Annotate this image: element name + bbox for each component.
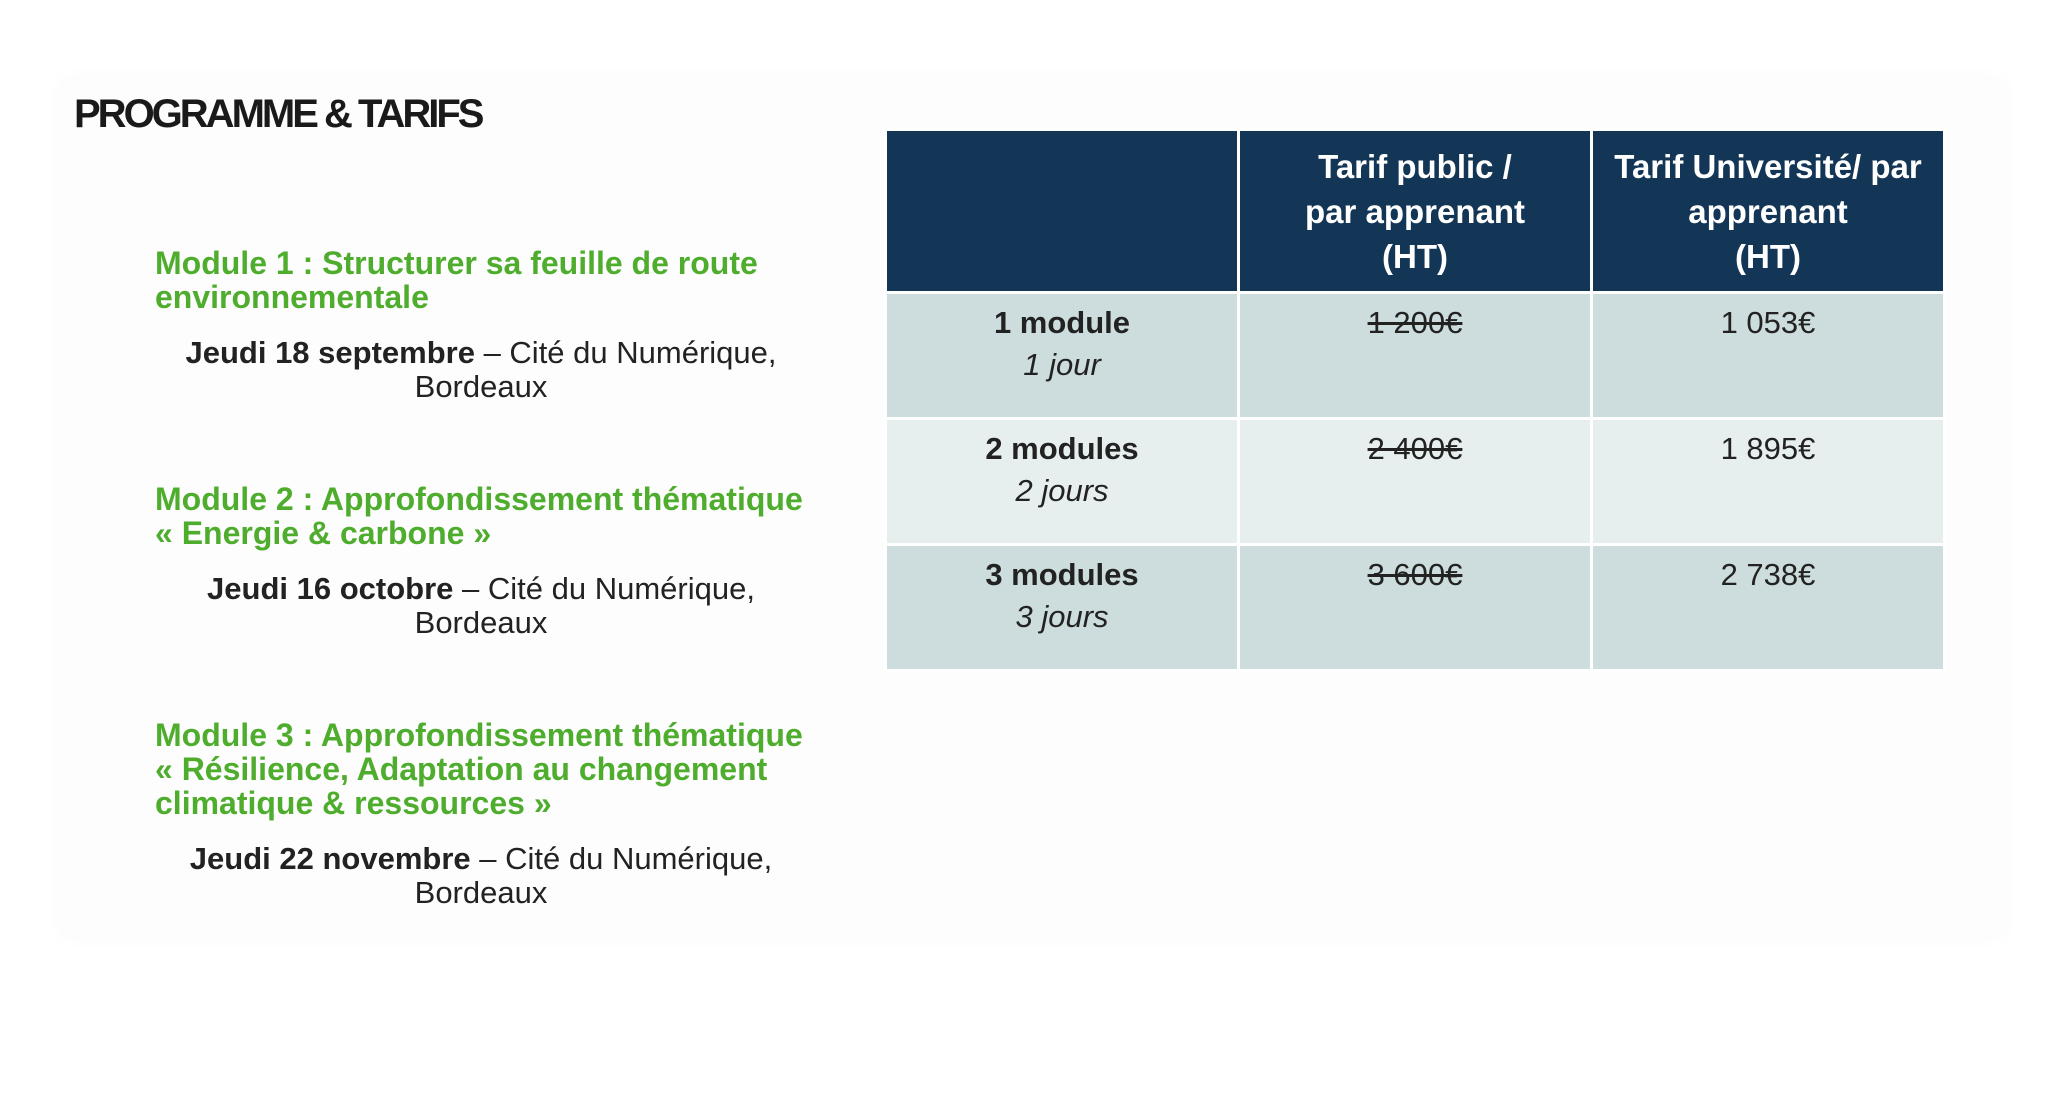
- date-separator: –: [453, 571, 488, 606]
- header-line: Tarif Université/ par: [1614, 147, 1922, 185]
- public-price-cell: [1239, 545, 1592, 671]
- table-row: [886, 419, 1945, 545]
- university-price: 2 738€: [1720, 557, 1816, 592]
- header-line: (HT): [1382, 237, 1448, 275]
- module-2-title: [155, 482, 815, 550]
- module-1-title: [155, 246, 815, 314]
- module-location: Cité du Numérique,: [505, 841, 773, 876]
- module-location-city: Bordeaux: [414, 369, 548, 404]
- module-location-city: Bordeaux: [414, 605, 548, 640]
- module-2-date-location: [155, 572, 807, 640]
- module-date: Jeudi 22 novembre: [189, 841, 471, 876]
- page-title: PROGRAMME & TARIFS: [74, 92, 482, 136]
- module-3-title: [155, 718, 815, 820]
- module-date: Jeudi 18 septembre: [185, 335, 475, 370]
- date-separator: –: [474, 335, 510, 370]
- header-public-price: [1239, 130, 1592, 293]
- public-price-cell: [1239, 419, 1592, 545]
- module-location: Cité du Numérique,: [509, 335, 777, 370]
- table-row: [886, 545, 1945, 671]
- module-title-line: environnementale: [155, 279, 429, 315]
- row-label-cell: [886, 419, 1239, 545]
- university-price-cell: [1592, 419, 1945, 545]
- university-price: 1 053€: [1720, 305, 1816, 340]
- university-price: 1 895€: [1720, 431, 1816, 466]
- header-empty-cell: [886, 130, 1239, 293]
- module-2: [155, 482, 815, 640]
- row-label-cell: [886, 545, 1239, 671]
- date-separator: –: [470, 841, 506, 876]
- module-location: Cité du Numérique,: [487, 571, 755, 606]
- pricing-table-header-row: [886, 130, 1945, 293]
- module-location-city: Bordeaux: [414, 875, 548, 910]
- public-price-struck: 1 200€: [1367, 305, 1463, 340]
- university-price-cell: [1592, 545, 1945, 671]
- module-title-line: Module 1 : Structurer sa feuille de route: [155, 245, 758, 281]
- module-title-line: Module 2 : Approfondissement thématique: [155, 481, 803, 517]
- header-line: par apprenant: [1304, 192, 1526, 230]
- university-price-cell: [1592, 293, 1945, 419]
- public-price-cell: [1239, 293, 1592, 419]
- module-1: [155, 246, 815, 404]
- table-row: [886, 293, 1945, 419]
- row-days: 3 jours: [1015, 599, 1109, 634]
- row-modules: 3 modules: [985, 557, 1139, 592]
- module-date: Jeudi 16 octobre: [207, 571, 454, 606]
- module-title-line: Module 3 : Approfondissement thématique: [155, 717, 803, 753]
- module-title-line: climatique & ressources »: [155, 785, 552, 821]
- header-line: apprenant: [1688, 192, 1848, 230]
- module-1-date-location: [155, 336, 807, 404]
- header-line: (HT): [1735, 237, 1801, 275]
- module-3-date-location: [155, 842, 807, 910]
- row-modules: 1 module: [993, 305, 1131, 340]
- module-title-line: « Résilience, Adaptation au changement: [155, 751, 768, 787]
- header-line: Tarif public /: [1318, 147, 1512, 185]
- pricing-table: [884, 128, 1946, 672]
- module-title-line: « Energie & carbone »: [155, 515, 492, 551]
- public-price-struck: 3 600€: [1367, 557, 1463, 592]
- public-price-struck: 2 400€: [1367, 431, 1463, 466]
- row-days: 1 jour: [1023, 347, 1101, 382]
- header-university-price: [1592, 130, 1945, 293]
- row-days: 2 jours: [1015, 473, 1109, 508]
- module-3: [155, 718, 815, 910]
- row-modules: 2 modules: [985, 431, 1139, 466]
- row-label-cell: [886, 293, 1239, 419]
